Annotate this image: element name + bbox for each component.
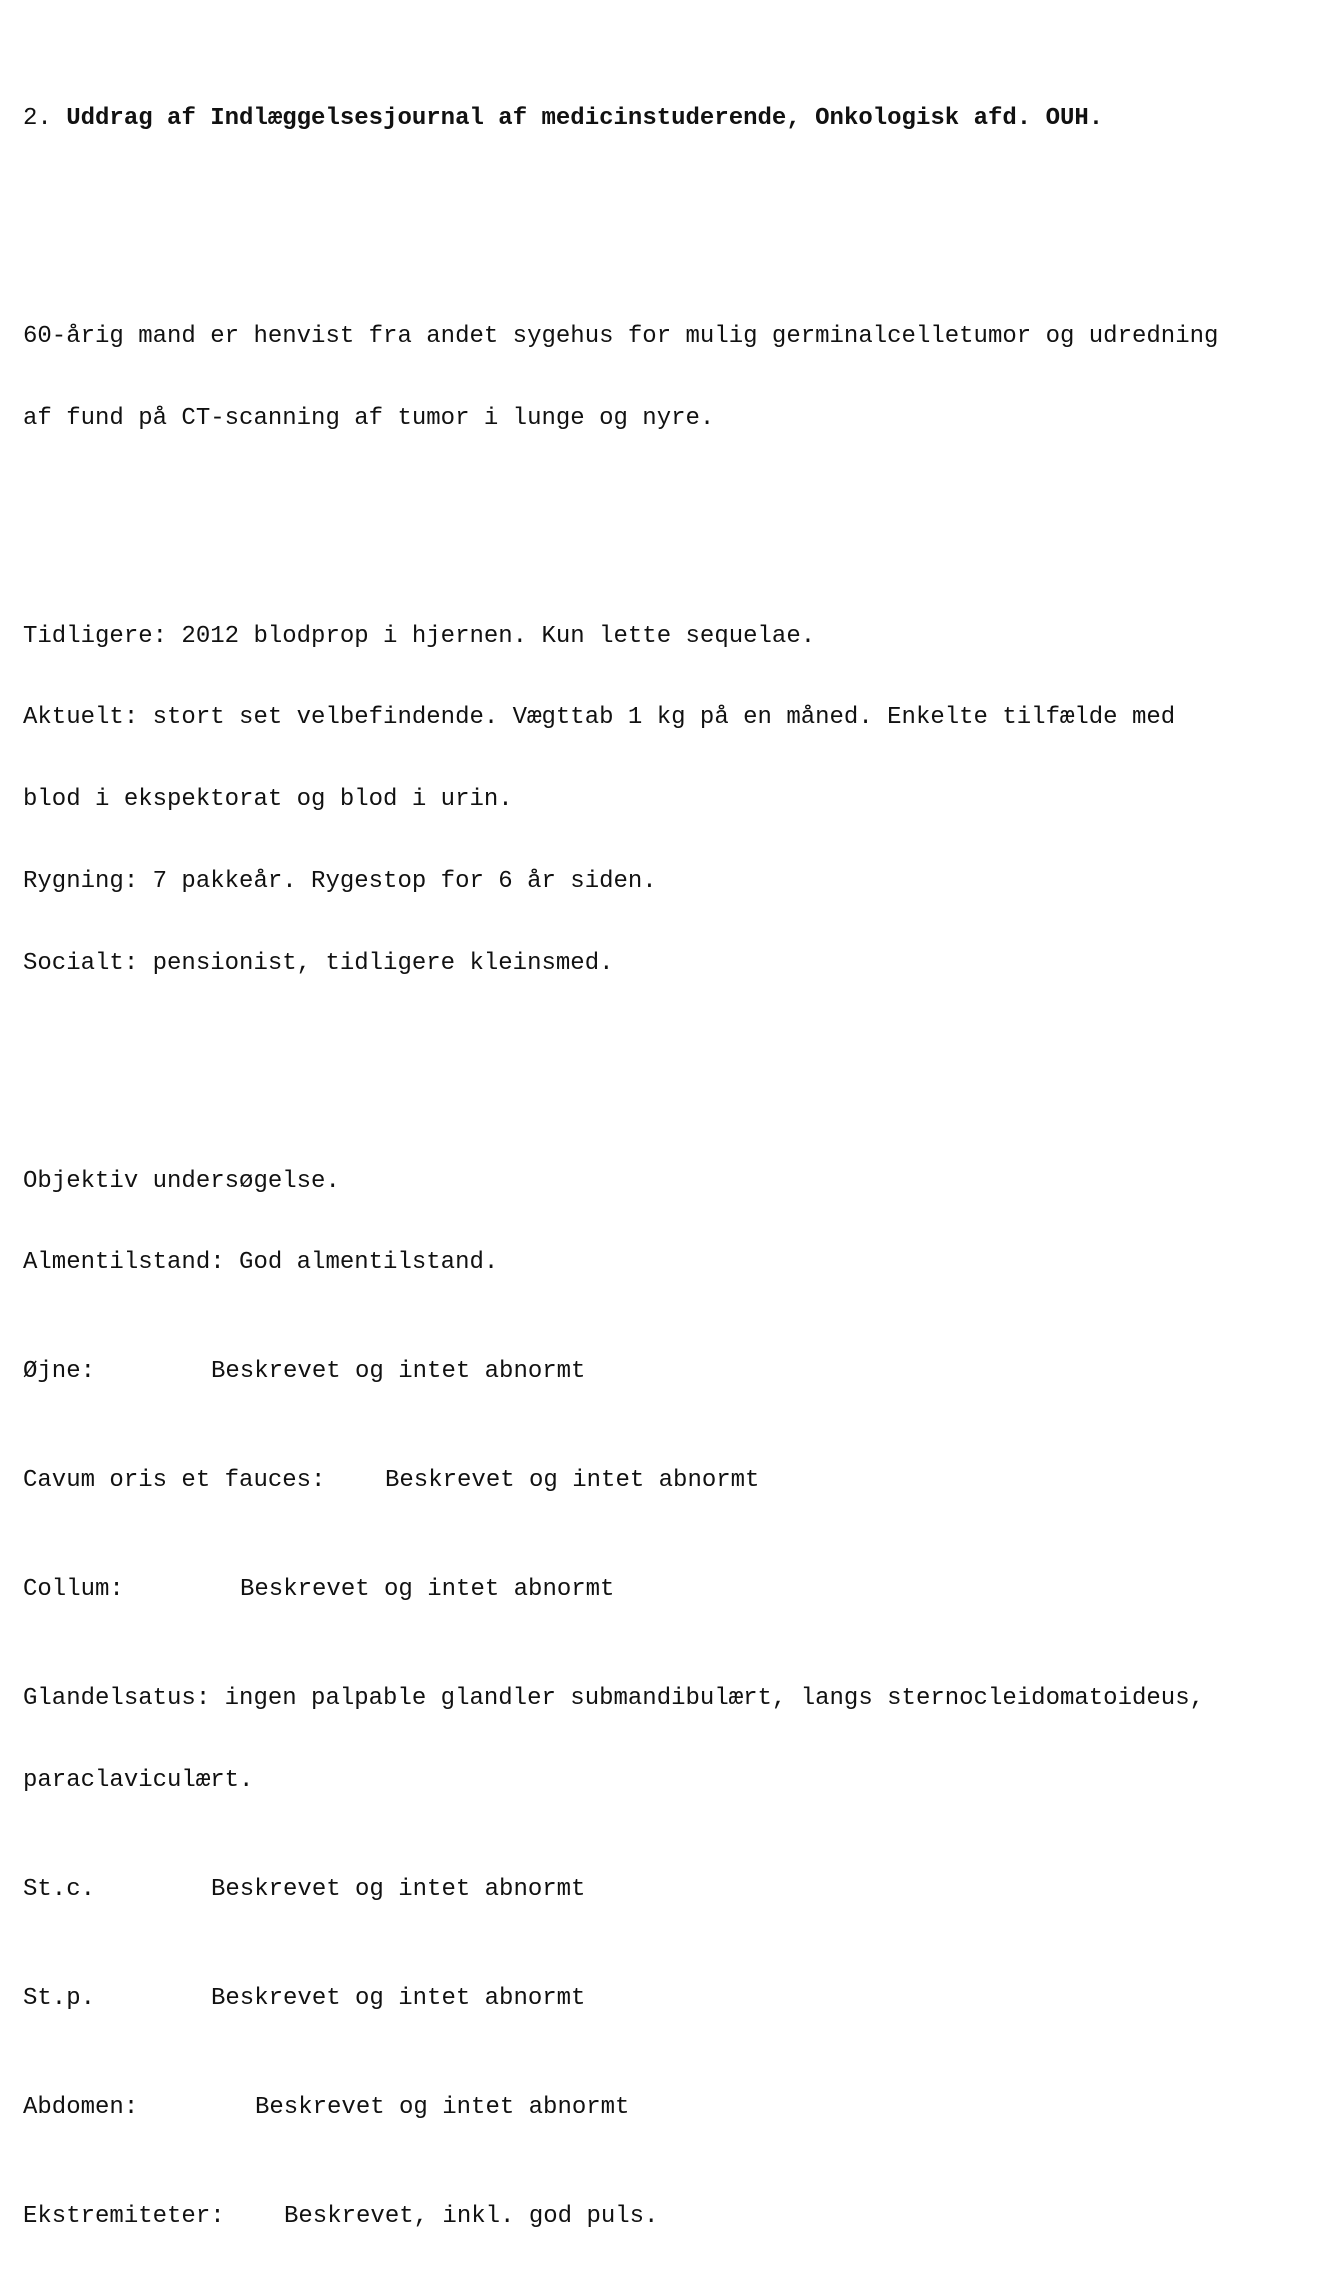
- exam-label-extremities: Ekstremiteter:: [23, 2203, 225, 2230]
- section-heading: [23, 105, 1313, 132]
- exam-value-stp: Beskrevet og intet abnormt: [211, 1985, 586, 2012]
- exam-value-abdomen: Beskrevet og intet abnormt: [255, 2094, 630, 2121]
- exam-value-stc: Beskrevet og intet abnormt: [211, 1876, 586, 1903]
- exam-label-abdomen: Abdomen:: [23, 2094, 139, 2121]
- exam-value-mouth: Beskrevet og intet abnormt: [385, 1467, 760, 1495]
- spacer: [23, 214, 1313, 241]
- exam-row-stc: [23, 1876, 1313, 1903]
- section-number: 2.: [23, 104, 52, 132]
- journal-document: [23, 23, 1313, 2285]
- history-smoking: Rygning: 7 pakkeår. Rygestop for 6 år siden.: [23, 867, 657, 895]
- history-current-2: blod i ekspektorat og blod i urin.: [23, 786, 513, 813]
- exam-row-neck: [23, 1576, 1313, 1603]
- exam-label-eyes: Øjne:: [23, 1358, 96, 1386]
- exam-row-eyes: [23, 1358, 1313, 1385]
- spacer: [23, 514, 1313, 541]
- exam-label-mouth: Cavum oris et fauces:: [23, 1467, 326, 1495]
- history-social: Socialt: pensionist, tidligere kleinsmed.: [23, 949, 614, 977]
- exam-row-stp: [23, 1985, 1313, 2012]
- history-current-1: Aktuelt: stort set velbefindende. Vægttab 1 kg på en måned. Enkelte tilfælde med: [23, 704, 1176, 732]
- exam-glands-2: paraclaviculært.: [23, 1767, 254, 1794]
- exam-value-extremities: Beskrevet, inkl. god puls.: [284, 2203, 659, 2230]
- exam-row-abdomen: [23, 2094, 1313, 2121]
- exam-general: Almentilstand: God almentilstand.: [23, 1249, 499, 1277]
- section-title: Uddrag af Indlæggelsesjournal af medicinstuderende, Onkologisk afd. OUH.: [66, 104, 1104, 132]
- exam-row-extremities: [23, 2203, 1313, 2230]
- history-previous: Tidligere: 2012 blodprop i hjernen. Kun lette sequelae.: [23, 622, 816, 650]
- intro-line-2: af fund på CT-scanning af tumor i lunge og nyre.: [23, 404, 715, 432]
- exam-value-eyes: Beskrevet og intet abnormt: [211, 1358, 586, 1386]
- exam-row-mouth: [23, 1467, 1313, 1494]
- spacer: [23, 1059, 1313, 1086]
- exam-value-neck: Beskrevet og intet abnormt: [240, 1576, 615, 1604]
- exam-glands-1: Glandelsatus: ingen palpable glandler submandibulært, langs sternocleidomatoideus,: [23, 1685, 1204, 1713]
- exam-label-neck: Collum:: [23, 1576, 124, 1604]
- intro-line-1: 60-årig mand er henvist fra andet sygehus for mulig germinalcelletumor og udredning: [23, 322, 1219, 350]
- exam-label-stc: St.c.: [23, 1876, 96, 1903]
- exam-label-stp: St.p.: [23, 1985, 96, 2012]
- exam-heading: Objektiv undersøgelse.: [23, 1167, 340, 1195]
